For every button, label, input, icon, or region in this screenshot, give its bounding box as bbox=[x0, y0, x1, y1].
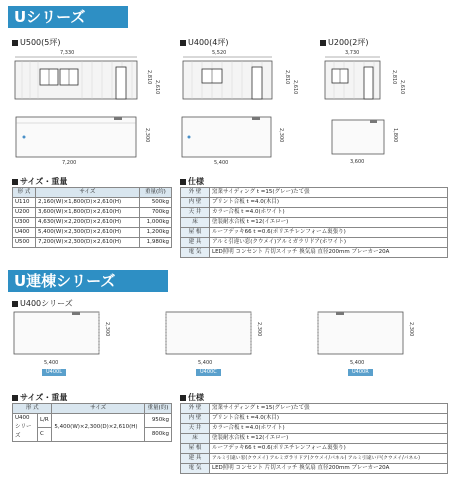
dim-u500-h2: 2,610 bbox=[154, 80, 160, 95]
col-weight: 重量(約) bbox=[139, 188, 171, 198]
plan-u200 bbox=[330, 118, 390, 158]
table-row: 外 壁 窯業サイディング t =15(グレー)たて張 bbox=[181, 188, 448, 198]
square-bullet-icon bbox=[180, 395, 186, 401]
dim-u200-plan-width: 3,600 bbox=[350, 159, 365, 165]
tag-u400l: U400L bbox=[42, 369, 66, 376]
u-series-title: Uシリーズ bbox=[14, 8, 86, 26]
plan-u400r bbox=[316, 310, 406, 358]
elevation-u400 bbox=[180, 55, 280, 103]
plan-u500 bbox=[14, 115, 139, 160]
table-row: U400 5,400(W)×2,300(D)×2,610(H) 1,200kg bbox=[13, 228, 172, 238]
model-label-u400: U400(4坪) bbox=[180, 37, 228, 48]
subseries-label: U400シリーズ bbox=[12, 298, 73, 309]
table-row: 天 井 カラー合板 t =4.0(ホワイト) bbox=[181, 424, 448, 434]
dim-u500-width: 7,330 bbox=[60, 50, 75, 56]
table-row: 建 具 アルミ引違い窓(クウメイ)アルミガラリドア(ホワイト) bbox=[181, 238, 448, 248]
square-bullet-icon bbox=[12, 301, 18, 307]
linked-size-weight-table bbox=[12, 403, 172, 442]
table-row: 屋 根 ルーフデッキ66 t =0.6(ポリエチレンフォーム裏張り) bbox=[181, 444, 448, 454]
u-series-banner bbox=[8, 6, 128, 28]
dim-u200-width: 3,730 bbox=[345, 50, 360, 56]
table-row: U200 3,600(W)×1,800(D)×2,610(H) 700kg bbox=[13, 208, 172, 218]
col-model: 形 式 bbox=[13, 188, 36, 198]
table-row: 建 具 アルミ引違い窓(クウメイ) アルミガラリドア(クウメイ/パネル) アルミ引違い戸(クウメイ/パネル) bbox=[181, 454, 448, 464]
table-row: 電 気 LED照明 コンセント 片切スイッチ 換気扇 直径200mm ブレーカー20A bbox=[181, 464, 448, 474]
table-row: 外 壁 窯業サイディング t =15(グレー)たて張 bbox=[181, 404, 448, 414]
table-row: 床 塗装耐水合板 t =12(イエロー) bbox=[181, 218, 448, 228]
dim-u400c-width: 5,400 bbox=[198, 360, 213, 366]
table-row: U500 7,200(W)×2,300(D)×2,610(H) 1,980kg bbox=[13, 238, 172, 248]
table-row: U300 4,630(W)×2,200(D)×2,610(H) 1,000kg bbox=[13, 218, 172, 228]
table-row: 内 壁 プリント合板 t =4.0(木目) bbox=[181, 414, 448, 424]
dim-u400-h2: 2,610 bbox=[292, 80, 298, 95]
table-row: 床 塗装耐水合板 t =12(イエロー) bbox=[181, 434, 448, 444]
table-row: 内 壁 プリント合板 t =4.0(木目) bbox=[181, 198, 448, 208]
plan-u400c bbox=[164, 310, 254, 358]
u-linked-banner bbox=[8, 270, 168, 292]
linked-spec-heading: 仕様 bbox=[180, 392, 204, 403]
dim-u400c-depth: 2,300 bbox=[256, 322, 262, 337]
square-bullet-icon bbox=[320, 40, 326, 46]
col-model: 形 式 bbox=[13, 404, 52, 414]
dim-u400l-depth: 2,300 bbox=[104, 322, 110, 337]
elevation-u200 bbox=[322, 55, 387, 103]
dim-u400-depth: 2,300 bbox=[278, 128, 284, 143]
dim-u500-h1: 2,810 bbox=[146, 70, 152, 85]
col-size: サイズ bbox=[52, 404, 144, 414]
square-bullet-icon bbox=[180, 40, 186, 46]
dim-u400-width: 5,520 bbox=[212, 50, 227, 56]
size-weight-table bbox=[12, 187, 172, 248]
linked-spec-table bbox=[180, 403, 448, 474]
square-bullet-icon bbox=[12, 179, 18, 185]
size-weight-heading: サイズ・重量 bbox=[12, 176, 67, 187]
elevation-u500 bbox=[12, 55, 142, 103]
square-bullet-icon bbox=[12, 395, 18, 401]
dim-u400r-depth: 2,300 bbox=[408, 322, 414, 337]
u-linked-title: U連棟シリーズ bbox=[14, 272, 116, 290]
table-row: U110 2,160(W)×1,800(D)×2,610(H) 500kg bbox=[13, 198, 172, 208]
table-row: 電 気 LED照明 コンセント 片切スイッチ 換気扇 直径200mm ブレーカー20A bbox=[181, 248, 448, 258]
tag-u400r: U400R bbox=[348, 369, 373, 376]
model-label-u500: U500(5坪) bbox=[12, 37, 60, 48]
plan-u400 bbox=[180, 115, 275, 160]
dim-u400l-width: 5,400 bbox=[44, 360, 59, 366]
table-row: 屋 根 ルーフデッキ66 t =0.6(ポリエチレンフォーム裏張り) bbox=[181, 228, 448, 238]
table-row: U400 シリーズ L/R 5,400(W)×2,300(D)×2,610(H) 950kg bbox=[13, 414, 172, 428]
dim-u400r-width: 5,400 bbox=[350, 360, 365, 366]
plan-u400l bbox=[12, 310, 102, 358]
table-row: C 800kg bbox=[13, 428, 172, 442]
spec-heading: 仕様 bbox=[180, 176, 204, 187]
col-size: サイズ bbox=[35, 188, 139, 198]
dim-u200-depth: 1,800 bbox=[392, 128, 398, 143]
dim-u500-plan-width: 7,200 bbox=[62, 160, 77, 166]
dim-u400-h1: 2,810 bbox=[284, 70, 290, 85]
dim-u200-h1: 2,810 bbox=[391, 70, 397, 85]
square-bullet-icon bbox=[12, 40, 18, 46]
spec-table bbox=[180, 187, 448, 258]
dim-u200-h2: 2,610 bbox=[399, 80, 405, 95]
dim-u400-plan-width: 5,400 bbox=[214, 160, 229, 166]
col-weight: 重量(約) bbox=[144, 404, 171, 414]
square-bullet-icon bbox=[180, 179, 186, 185]
tag-u400c: U400C bbox=[196, 369, 221, 376]
dim-u500-depth: 2,300 bbox=[144, 128, 150, 143]
table-row: 天 井 カラー合板 t =4.0(ホワイト) bbox=[181, 208, 448, 218]
model-label-u200: U200(2坪) bbox=[320, 37, 368, 48]
linked-size-weight-heading: サイズ・重量 bbox=[12, 392, 67, 403]
